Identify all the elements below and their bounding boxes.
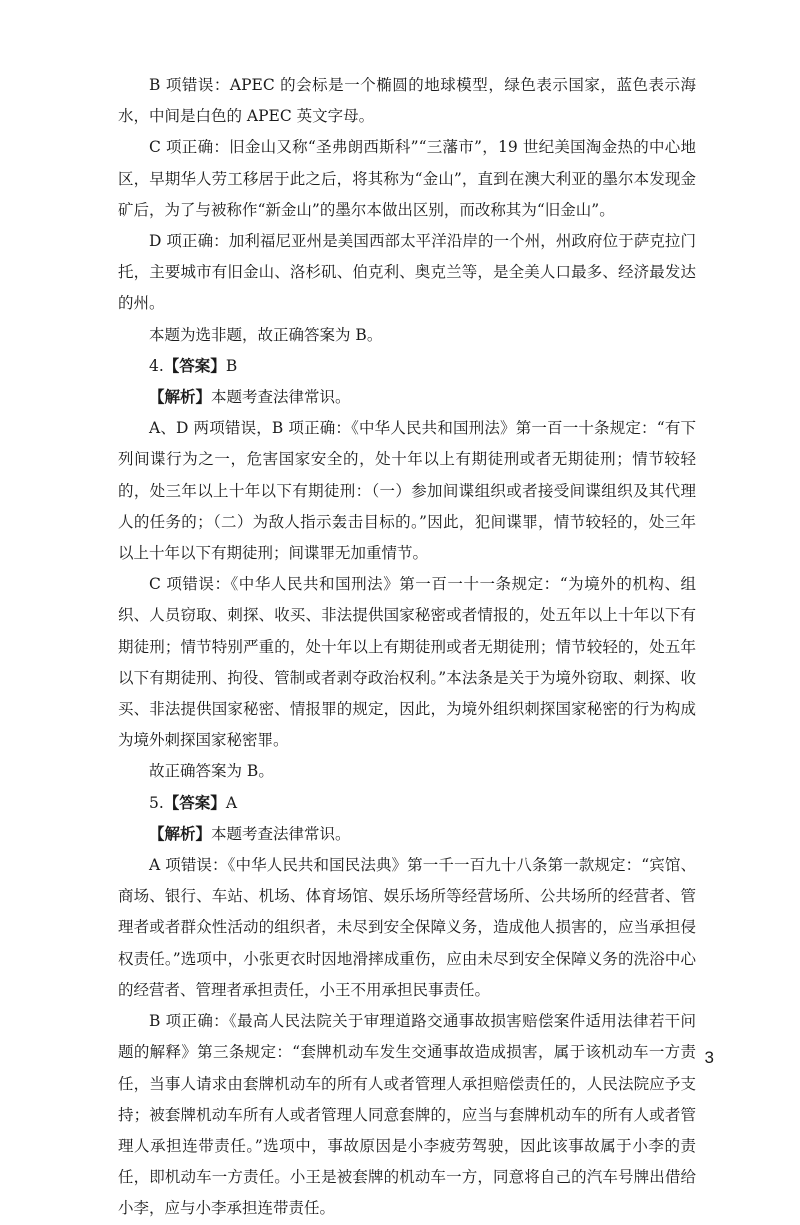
q4-paragraph-conclusion: 故正确答案为 B。 [149,762,274,781]
q5-analysis-line [118,819,696,850]
page-number: 3 [704,1048,714,1067]
q4-answer-value: B [225,356,238,375]
paragraph-d-option-california: D 项正确：加利福尼亚州是美国西部太平洋沿岸的一个州，州政府位于萨克拉门托，主要城市有旧金山、洛杉矶、伯克利、奥克兰等，是全美人口最多、经济最发达的州。 [118,232,696,313]
paragraph-b-option-apec: B 项错误：APEC 的会标是一个椭圆的地球模型，绿色表示国家，蓝色表示海水，中间是白色的 APEC 英文字母。 [118,76,696,126]
paragraph-c-option-san-francisco: C 项正确：旧金山又称“圣弗朗西斯科”“三藩市”，19 世纪美国淘金热的中心地区，早期华人劳工移居于此之后，将其称为“金山”，直到在澳大利亚的墨尔本发现金矿后，为了与被称作“新金山”的墨尔本做出区别，而改称其为“旧金山”。 [118,138,696,219]
q5-answer-line [118,788,696,819]
q5-answer-tag: 【答案】 [163,793,226,812]
paragraph-q3-conclusion: 本题为选非题，故正确答案为 B。 [149,325,383,344]
q5-analysis-intro: 本题考查法律常识。 [211,824,351,843]
q5-analysis-tag: 【解析】 [149,824,212,843]
page-body [118,70,696,1225]
q4-answer-tag: 【答案】 [163,356,226,375]
q5-answer-value: A [225,793,238,812]
q5-paragraph-b: B 项正确：《最高人民法院关于审理道路交通事故损害赔偿案件适用法律若干问题的解释》第三条规定：“套牌机动车发生交通事故造成损害，属于该机动车一方责任，当事人请求由套牌机动车的所有人或者管理人承担赔偿责任的，人民法院应予支持；被套牌机动车所有人或者管理人同意套牌的，应当与套牌机动车的所有人或者管理人承担连带责任。”选项中，事故原因是小李疲劳驾驶，因此该事故属于小李的责任，即机动车一方责任。小王是被套牌的机动车一方，同意将自己的汽车号牌出借给小李，应与小李承担连带责任。 [118,1012,696,1218]
q4-number: 4. [149,356,164,375]
q4-analysis-tag: 【解析】 [149,388,212,407]
q4-answer-line [118,351,696,382]
q4-analysis-intro: 本题考查法律常识。 [211,388,351,407]
q4-paragraph-ad-b: A、D 两项错误，B 项正确：《中华人民共和国刑法》第一百一十条规定：“有下列间谍行为之一，危害国家安全的，处十年以上有期徒刑或者无期徒刑；情节较轻的，处三年以上十年以下有期徒刑：（一）参加间谍组织或者接受间谍组织及其代理人的任务的；（二）为敌人指示轰击目标的。”因此，犯间谍罪，情节较轻的，处三年以上十年以下有期徒刑；间谍罪无加重情节。 [118,419,696,563]
q5-number: 5. [149,793,164,812]
q4-analysis-line [118,382,696,413]
q4-paragraph-c: C 项错误：《中华人民共和国刑法》第一百一十一条规定：“为境外的机构、组织、人员窃取、刺探、收买、非法提供国家秘密或者情报的，处五年以上十年以下有期徒刑；情节特别严重的，处十年以上有期徒刑或者无期徒刑；情节较轻的，处五年以下有期徒刑、拘役、管制或者剥夺政治权利。”本法条是关于为境外窃取、刺探、收买、非法提供国家秘密、情报罪的规定，因此，为境外组织刺探国家秘密的行为构成为境外刺探国家秘密罪。 [118,575,696,750]
q5-paragraph-a: A 项错误：《中华人民共和国民法典》第一千一百九十八条第一款规定：“宾馆、商场、银行、车站、机场、体育场馆、娱乐场所等经营场所、公共场所的经营者、管理者或者群众性活动的组织者，未尽到安全保障义务，造成他人损害的，应当承担侵权责任。”选项中，小张更衣时因地滑摔成重伤，应由未尽到安全保障义务的洗浴中心的经营者、管理者承担责任，小王不用承担民事责任。 [118,856,696,999]
